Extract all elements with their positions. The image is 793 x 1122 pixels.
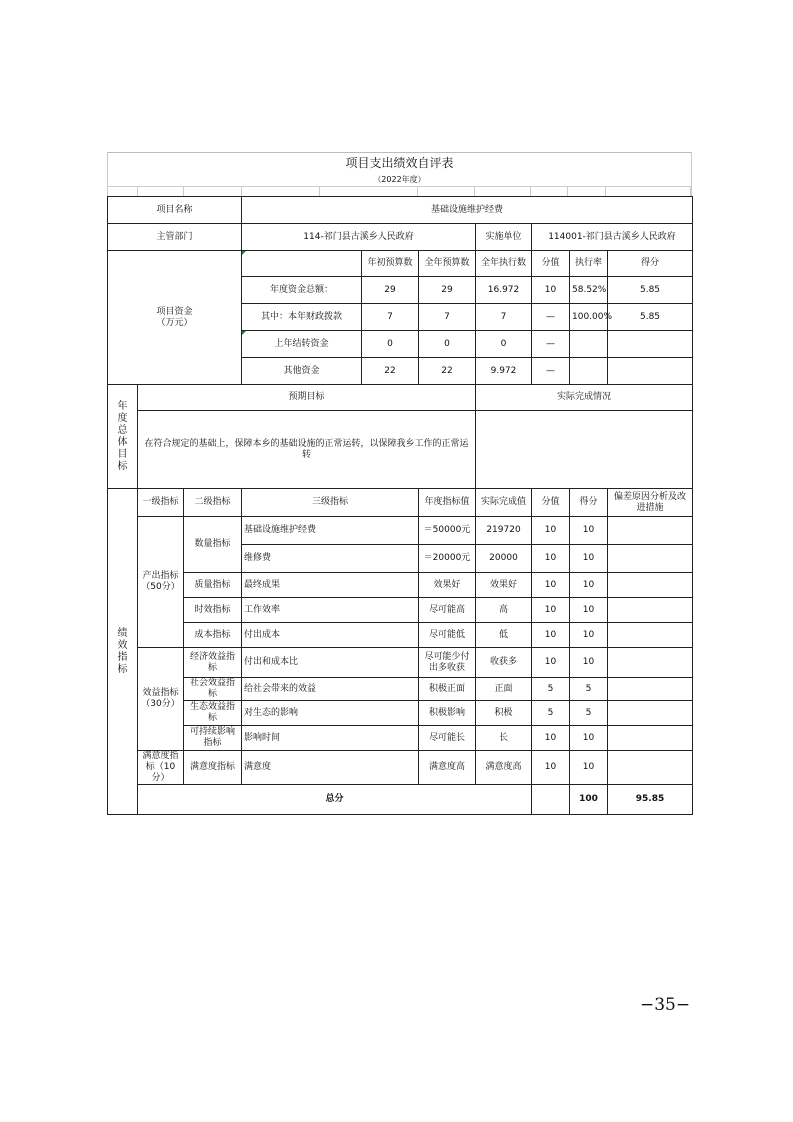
perf-target: 效果好 <box>419 573 476 598</box>
perf-score: 10 <box>570 545 608 573</box>
perf-l1-satisfaction: 满意度指标（10分） <box>138 751 184 785</box>
funds-row-rate <box>570 358 608 385</box>
perf-score: 10 <box>570 726 608 751</box>
perf-actual: 20000 <box>476 545 532 573</box>
page-number: −35− <box>640 995 691 1015</box>
perf-row <box>108 726 693 751</box>
perf-val: 5 <box>532 701 570 726</box>
funds-row-init: 29 <box>362 277 419 304</box>
perf-l3: 给社会带来的效益 <box>242 678 419 701</box>
perf-score: 10 <box>570 573 608 598</box>
perf-val: 10 <box>532 751 570 785</box>
perf-val: 10 <box>532 623 570 648</box>
perf-target: 满意度高 <box>419 751 476 785</box>
perf-l2-quality: 质量指标 <box>184 573 242 598</box>
total-score: 95.85 <box>608 785 693 815</box>
funds-row-score-val: — <box>532 358 570 385</box>
funds-row-name: 其中：本年财政拨款 <box>242 304 362 331</box>
funds-row-score-val: — <box>532 331 570 358</box>
perf-actual: 收获多 <box>476 648 532 678</box>
goal-actual-header: 实际完成情况 <box>476 385 693 411</box>
perf-note <box>608 573 693 598</box>
perf-note <box>608 751 693 785</box>
goal-actual-text <box>476 411 693 489</box>
perf-actual: 低 <box>476 623 532 648</box>
funds-header-full: 全年预算数 <box>419 251 476 277</box>
perf-l2-cost: 成本指标 <box>184 623 242 648</box>
perf-header-target: 年度指标值 <box>419 489 476 517</box>
funds-row-score-val: — <box>532 304 570 331</box>
funds-label <box>108 251 242 385</box>
perf-header-l3: 三级指标 <box>242 489 419 517</box>
funds-row-init: 22 <box>362 358 419 385</box>
perf-l1-benefit: 效益指标（30分） <box>138 648 184 751</box>
perf-actual: 长 <box>476 726 532 751</box>
perf-score: 10 <box>570 648 608 678</box>
perf-note <box>608 701 693 726</box>
goal-label <box>108 385 138 489</box>
funds-row-name: 年度资金总额： <box>242 277 362 304</box>
funds-row-full: 29 <box>419 277 476 304</box>
perf-score: 10 <box>570 751 608 785</box>
project-name-value: 基础设施维护经费 <box>242 197 693 224</box>
perf-header-actual: 实际完成值 <box>476 489 532 517</box>
dept-value: 114-祁门县古溪乡人民政府 <box>242 224 476 251</box>
funds-label-line2: （万元） <box>156 317 193 328</box>
perf-note <box>608 678 693 701</box>
perf-note <box>608 517 693 545</box>
perf-l3: 对生态的影响 <box>242 701 419 726</box>
perf-val: 10 <box>532 545 570 573</box>
funds-row-exec: 7 <box>476 304 532 331</box>
unit-label: 实施单位 <box>476 224 532 251</box>
evaluation-sheet <box>107 152 692 815</box>
funds-row-init: 7 <box>362 304 419 331</box>
perf-l1-output: 产出指标（50分） <box>138 517 184 648</box>
perf-val: 10 <box>532 598 570 623</box>
perf-actual: 正面 <box>476 678 532 701</box>
funds-header-rate: 执行率 <box>570 251 608 277</box>
sheet-year: （2022年度） <box>107 173 692 186</box>
perf-actual: 积极 <box>476 701 532 726</box>
funds-row-score: 5.85 <box>608 304 693 331</box>
perf-row <box>108 751 693 785</box>
perf-val: 10 <box>532 726 570 751</box>
perf-score: 5 <box>570 701 608 726</box>
funds-row-exec: 0 <box>476 331 532 358</box>
perf-actual: 效果好 <box>476 573 532 598</box>
funds-header-init: 年初预算数 <box>362 251 419 277</box>
total-val: 100 <box>570 785 608 815</box>
funds-label-line1: 项目资金 <box>156 306 193 317</box>
perf-l3: 基础设施维护经费 <box>242 517 419 545</box>
goal-expected-text: 在符合规定的基础上，保障本乡的基础设施的正常运转，以保障我乡工作的正常运转 <box>138 411 476 489</box>
perf-row <box>108 678 693 701</box>
funds-row-exec: 16.972 <box>476 277 532 304</box>
perf-target: 积极正面 <box>419 678 476 701</box>
funds-row-name: 上年结转资金 <box>242 331 362 358</box>
unit-value: 114001-祁门县古溪乡人民政府 <box>532 224 693 251</box>
perf-note <box>608 545 693 573</box>
perf-l3: 付出和成本比 <box>242 648 419 678</box>
perf-note <box>608 648 693 678</box>
perf-l2-ecological: 生态效益指标 <box>184 701 242 726</box>
funds-header-exec: 全年执行数 <box>476 251 532 277</box>
funds-row-score <box>608 331 693 358</box>
perf-l2-timeliness: 时效指标 <box>184 598 242 623</box>
funds-header-blank <box>242 251 362 277</box>
funds-row-rate: 100.00% <box>570 304 608 331</box>
project-name-label: 项目名称 <box>108 197 242 224</box>
funds-row-rate <box>570 331 608 358</box>
dept-label: 主管部门 <box>108 224 242 251</box>
perf-l3: 最终成果 <box>242 573 419 598</box>
sheet-title: 项目支出绩效自评表 <box>107 152 692 173</box>
perf-l2-social: 社会效益指标 <box>184 678 242 701</box>
perf-row <box>108 598 693 623</box>
perf-note <box>608 726 693 751</box>
perf-val: 10 <box>532 517 570 545</box>
perf-target: 积极影响 <box>419 701 476 726</box>
perf-row <box>108 573 693 598</box>
perf-row <box>108 517 693 545</box>
perf-target: 尽可能少付出多收获 <box>419 648 476 678</box>
perf-val: 10 <box>532 648 570 678</box>
funds-row-score <box>608 358 693 385</box>
funds-row-init: 0 <box>362 331 419 358</box>
perf-score: 10 <box>570 623 608 648</box>
perf-row <box>108 648 693 678</box>
funds-row-full: 7 <box>419 304 476 331</box>
perf-actual: 219720 <box>476 517 532 545</box>
perf-score: 10 <box>570 598 608 623</box>
goal-label-text: 年度总体目标 <box>117 400 128 472</box>
perf-l2-quantity: 数量指标 <box>184 517 242 573</box>
funds-row-score: 5.85 <box>608 277 693 304</box>
funds-row-rate: 58.52% <box>570 277 608 304</box>
perf-header-l2: 二级指标 <box>184 489 242 517</box>
evaluation-table <box>107 196 693 815</box>
perf-l2-satisfaction: 满意度指标 <box>184 751 242 785</box>
funds-row-full: 22 <box>419 358 476 385</box>
perf-target: 尽可能长 <box>419 726 476 751</box>
perf-l3: 付出成本 <box>242 623 419 648</box>
perf-label <box>108 489 138 815</box>
total-blank <box>532 785 570 815</box>
spreadsheet-grid-row <box>107 186 692 196</box>
funds-header-score: 得分 <box>608 251 693 277</box>
funds-row-exec: 9.972 <box>476 358 532 385</box>
perf-actual: 高 <box>476 598 532 623</box>
perf-header-l1: 一级指标 <box>138 489 184 517</box>
perf-val: 10 <box>532 573 570 598</box>
perf-score: 10 <box>570 517 608 545</box>
perf-header-val: 分值 <box>532 489 570 517</box>
perf-actual: 满意度高 <box>476 751 532 785</box>
perf-label-text: 绩效指标 <box>117 627 128 675</box>
goal-expected-header: 预期目标 <box>138 385 476 411</box>
total-label: 总分 <box>138 785 532 815</box>
perf-l2-economic: 经济效益指标 <box>184 648 242 678</box>
perf-l2-sustainable: 可持续影响指标 <box>184 726 242 751</box>
perf-target: 尽可能高 <box>419 598 476 623</box>
perf-header-score: 得分 <box>570 489 608 517</box>
perf-header-note: 偏差原因分析及改进措施 <box>608 489 693 517</box>
perf-target: 尽可能低 <box>419 623 476 648</box>
perf-l3: 维修费 <box>242 545 419 573</box>
perf-row <box>108 701 693 726</box>
perf-val: 5 <box>532 678 570 701</box>
perf-target: ＝50000元 <box>419 517 476 545</box>
perf-row <box>108 623 693 648</box>
perf-l3: 满意度 <box>242 751 419 785</box>
perf-target: ＝20000元 <box>419 545 476 573</box>
perf-l3: 工作效率 <box>242 598 419 623</box>
perf-note <box>608 623 693 648</box>
perf-l3: 影响时间 <box>242 726 419 751</box>
funds-row-full: 0 <box>419 331 476 358</box>
funds-row-score-val: 10 <box>532 277 570 304</box>
perf-note <box>608 598 693 623</box>
funds-row-name: 其他资金 <box>242 358 362 385</box>
perf-score: 5 <box>570 678 608 701</box>
funds-header-score-val: 分值 <box>532 251 570 277</box>
